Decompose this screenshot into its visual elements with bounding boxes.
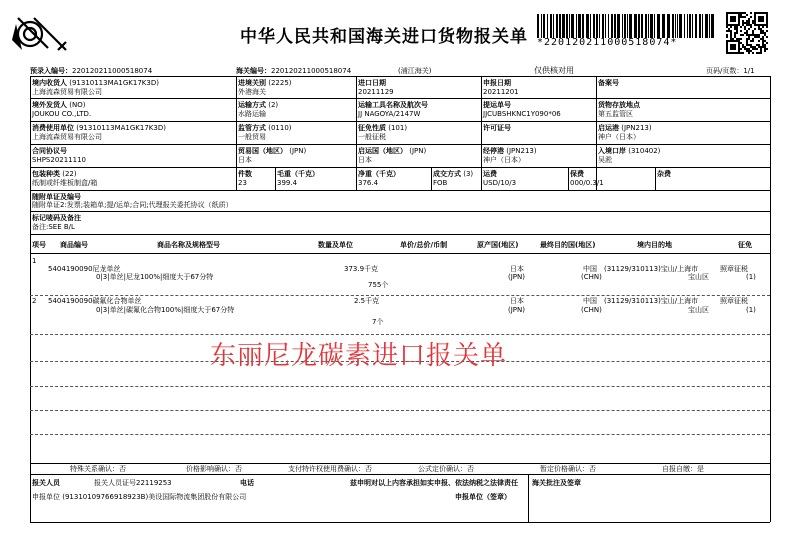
- item-qty-2: 755个: [368, 281, 389, 289]
- shipper-name: JOUKOU CO.,LTD.: [32, 110, 92, 118]
- pieces-label: 件数: [238, 170, 252, 178]
- col-qty: 数量及单位: [318, 241, 353, 249]
- provisional-price-confirm: 暂定价格确认：否: [540, 465, 596, 473]
- trade-country: 日本: [238, 156, 252, 164]
- entry-point-code: (310402): [628, 147, 661, 155]
- levy-code: (101): [388, 124, 408, 132]
- trade-country-label: 贸易国（地区）: [238, 147, 287, 155]
- declarant-cert: 报关人员证号22119253: [94, 479, 172, 487]
- supervision-label: 监管方式: [238, 124, 266, 132]
- contract-label: 合同协议号: [32, 147, 67, 155]
- user-code: (91310113MA1GK17K3D): [76, 124, 166, 132]
- item-qty: 373.9千克: [344, 265, 379, 273]
- col-dest: 最终目的国(地区): [540, 241, 596, 249]
- customs-number-value: 220120211000518074: [271, 67, 352, 75]
- gross-weight: 399.4: [277, 179, 298, 187]
- import-date-label: 进口日期: [358, 79, 386, 87]
- page-title: 中华人民共和国海关进口货物报关单: [240, 27, 528, 47]
- item-origin: 日本: [510, 265, 524, 273]
- price-impact-confirm: 价格影响确认：否: [186, 465, 242, 473]
- consignee-name: 上海流森贸易有限公司: [32, 88, 102, 96]
- marks-label: 标记唛码及备注: [32, 214, 81, 222]
- declare-unit: 申报单位 (91310109766918923B)美设国际物流集团股份有限公司: [32, 493, 247, 501]
- package-label: 包装种类: [32, 170, 60, 178]
- via-port-label: 经停港: [483, 147, 504, 155]
- item-code: 5404190090尼龙单丝: [48, 265, 121, 273]
- origin-country-field: [358, 147, 426, 155]
- deal-label: 成交方式: [433, 170, 461, 178]
- declare-date: 20211201: [483, 88, 519, 96]
- shipper-label: 境外发货人: [32, 101, 67, 109]
- barcode-number: *220120211000518074*: [537, 37, 678, 48]
- purpose-note: 仅供核对用: [534, 66, 574, 75]
- freight-label: 运费: [483, 170, 497, 178]
- col-name: 商品名称及规格型号: [157, 241, 220, 249]
- user-label: 消费使用单位: [32, 124, 74, 132]
- import-date: 20211129: [358, 88, 394, 96]
- customs-office: (浦江海关): [398, 67, 432, 75]
- trade-country-field: [238, 147, 306, 155]
- freight: USD/10/3: [483, 179, 517, 187]
- transport-label: 运输方式: [238, 101, 266, 109]
- entry-port-field: [238, 79, 292, 87]
- item-exempt-code: (1): [746, 273, 756, 281]
- departure-port: 神户（日本）: [598, 133, 640, 141]
- entry-port-label: 进境关别: [238, 79, 266, 87]
- declarant-label: 报关人员: [32, 479, 60, 487]
- departure-port-label: 启运港: [598, 124, 619, 132]
- qr-code-icon: [726, 12, 768, 54]
- transport: 水路运输: [238, 110, 266, 118]
- via-port: 神户（日本）: [483, 156, 525, 164]
- statement: 兹申明对以上内容承担如实申报、依法纳税之法律责任: [350, 479, 518, 487]
- misc-label: 杂费: [657, 170, 671, 178]
- item-dest-code: (CHN): [581, 273, 602, 281]
- col-origin: 原产国(地区): [477, 241, 519, 249]
- item-spec: 0|3|单丝|碳氟化合物100%|细度大于67分特: [96, 306, 235, 314]
- item-qty-2: 7个: [372, 318, 384, 326]
- col-price: 单价/总价/币制: [400, 241, 448, 249]
- customs-emblem-icon: [8, 10, 70, 56]
- contract: SHPS20211110: [32, 156, 87, 164]
- levy-field: [358, 124, 407, 132]
- item-exempt: 照章征税: [720, 297, 748, 305]
- item-origin-code: (JPN): [508, 273, 525, 281]
- item-no: 2: [32, 297, 37, 305]
- item-spec: 0|3|单丝|尼龙100%|细度大于67分特: [96, 273, 214, 281]
- item-dest: 中国: [583, 297, 597, 305]
- trade-country-code: (JPN): [289, 147, 307, 155]
- barcode-icon: [537, 14, 717, 38]
- transport-code: (2): [268, 101, 279, 109]
- shipper-field: [32, 101, 85, 109]
- gross-label: 毛重（千克）: [277, 170, 319, 178]
- item-code: 5404190090碳氟化合物单丝: [48, 297, 142, 305]
- net-weight: 376.4: [358, 179, 379, 187]
- docs-label: 随附单证及编号: [32, 193, 81, 201]
- customs-remark-label: 海关批注及签章: [532, 479, 581, 487]
- item-origin-code: (JPN): [508, 306, 525, 314]
- formula-price-confirm: 公式定价确认：否: [418, 465, 474, 473]
- col-exempt: 征免: [738, 241, 752, 249]
- self-pay-confirm: 自报自缴：是: [662, 465, 704, 473]
- item-dest-code: (CHN): [581, 306, 602, 314]
- storage: 第五监管区: [598, 110, 633, 118]
- item-domestic: (31129/310113)宝山/上海市: [604, 297, 699, 305]
- vessel: JJ NAGOYA/2147W: [358, 110, 421, 118]
- levy: 一般征税: [358, 133, 386, 141]
- item-exempt-code: (1): [746, 306, 756, 314]
- supervision-field: [238, 124, 292, 132]
- docs-text: 随附单证2:发票;装箱单;提/运单;合同;代理报关委托协议（纸质）: [32, 201, 233, 209]
- shipper-code: (NO): [69, 101, 86, 109]
- supervision-code: (0110): [268, 124, 292, 132]
- via-port-code: (JPN213): [506, 147, 537, 155]
- col-no: 项号: [32, 241, 46, 249]
- insurance-label: 保费: [570, 170, 584, 178]
- consignee-label: 境内收货人: [32, 79, 67, 87]
- transport-field: [238, 101, 278, 109]
- consignee-code: (91310113MA1GK17K3D): [69, 79, 159, 87]
- insurance: 000/0.3/1: [570, 179, 604, 187]
- bl-number: JJCUBSHKNC1Y090*06: [483, 110, 561, 118]
- bl-label: 提运单号: [483, 101, 511, 109]
- supervision: 一般贸易: [238, 133, 266, 141]
- item-domestic-2: 宝山区: [688, 273, 709, 281]
- deal-field: [433, 170, 473, 178]
- departure-port-code: (JPN213): [621, 124, 652, 132]
- user-name: 上海流森贸易有限公司: [32, 133, 102, 141]
- origin-country-label: 启运国（地区）: [358, 147, 407, 155]
- declare-date-label: 申报日期: [483, 79, 511, 87]
- declare-seal: 申报单位（签章）: [455, 493, 511, 501]
- special-relation-confirm: 特殊关系确认：否: [70, 465, 126, 473]
- package-field: [32, 170, 77, 178]
- deal: FOB: [433, 179, 448, 187]
- consignee-field: [32, 79, 159, 87]
- package: 纸制或纤维板制盒/箱: [32, 179, 98, 187]
- pre-entry-label: 预录入编号：: [30, 67, 72, 75]
- col-code: 商品编号: [60, 241, 88, 249]
- royalty-confirm: 支付特许权使用费确认：否: [288, 465, 372, 473]
- col-domestic: 境内目的地: [637, 241, 672, 249]
- customs-number-label: 海关编号：: [236, 67, 271, 75]
- user-field: [32, 124, 166, 132]
- departure-port-field: [598, 124, 652, 132]
- package-code: (22): [62, 170, 77, 178]
- customs-number: [236, 67, 351, 75]
- item-exempt: 照章征税: [720, 265, 748, 273]
- item-qty: 2.5千克: [354, 297, 380, 305]
- vessel-label: 运输工具名称及航次号: [358, 101, 428, 109]
- item-dest: 中国: [583, 265, 597, 273]
- page-number: 页码/页数：1/1: [706, 67, 755, 75]
- item-origin: 日本: [510, 297, 524, 305]
- origin-country: 日本: [358, 156, 372, 164]
- entry-point: 吴淞: [598, 156, 612, 164]
- entry-port: 外港海关: [238, 88, 266, 96]
- pre-entry-number: [30, 67, 152, 75]
- deal-code: (3): [463, 170, 474, 178]
- via-port-field: [483, 147, 537, 155]
- record-no-label: 备案号: [598, 79, 619, 87]
- license-label: 许可证号: [483, 124, 511, 132]
- marks-text: 备注:SEE B/L: [32, 223, 75, 231]
- levy-label: 征免性质: [358, 124, 386, 132]
- entry-point-label: 入境口岸: [598, 147, 626, 155]
- item-domestic-2: 宝山区: [688, 306, 709, 314]
- item-no: 1: [32, 257, 37, 265]
- net-label: 净重（千克）: [358, 170, 400, 178]
- phone-label: 电话: [240, 479, 254, 487]
- entry-point-field: [598, 147, 660, 155]
- item-domestic: (31129/310113)宝山/上海市: [604, 265, 699, 273]
- pieces: 23: [238, 179, 247, 187]
- entry-port-code: (2225): [268, 79, 292, 87]
- overlay-title: 东丽尼龙碳素进口报关单: [210, 341, 508, 371]
- pre-entry-value: 220120211000518074: [72, 67, 153, 75]
- storage-label: 货物存放地点: [598, 101, 640, 109]
- origin-country-code: (JPN): [409, 147, 427, 155]
